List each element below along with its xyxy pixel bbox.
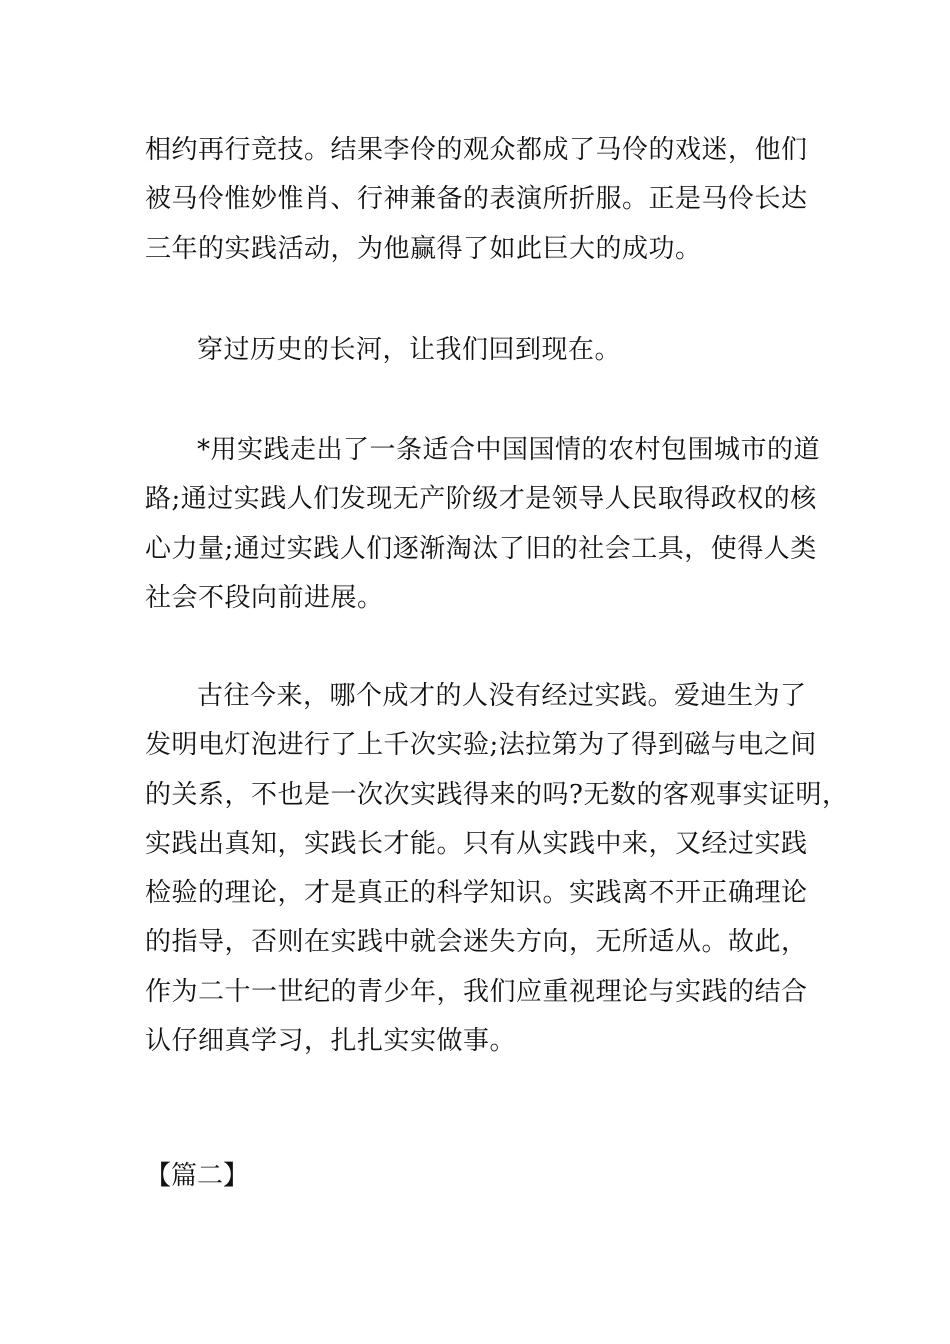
section-heading: 【篇二】 — [145, 1161, 250, 1191]
paragraph-ma-ling-story — [145, 126, 810, 274]
text-line: 三年的实践活动，为他赢得了如此巨大的成功。 — [145, 233, 702, 264]
text-line: 认仔细真学习，扎扎实实做事。 — [145, 1026, 517, 1057]
text-line: 穿过历史的长河，让我们回到现在。 — [197, 335, 622, 365]
text-line: 社会不段向前进展。 — [145, 582, 384, 613]
text-line: 的关系，不也是一次次实践得来的吗?无数的客观事实证明， — [145, 779, 849, 810]
paragraph-practice-history — [145, 426, 821, 623]
text-line: 被马伶惟妙惟肖、行神兼备的表演所折服。正是马伶长达 — [145, 184, 808, 215]
text-line: 相约再行竞技。结果李伶的观众都成了马伶的戏迷，他们 — [145, 135, 808, 165]
text-line: *用实践走出了一条适合中国国情的农村包围城市的道 — [197, 435, 821, 465]
text-line: 实践出真知，实践长才能。只有从实践中来，又经过实践 — [145, 828, 808, 859]
text-line: 发明电灯泡进行了上千次实验;法拉第为了得到磁与电之间 — [145, 730, 817, 761]
paragraph-transition — [145, 326, 810, 375]
text-line: 古往今来，哪个成才的人没有经过实践。爱迪生为了 — [197, 681, 807, 711]
text-line: 心力量;通过实践人们逐渐淘汰了旧的社会工具，使得人类 — [145, 533, 817, 564]
paragraph-conclusion — [145, 672, 849, 1066]
text-line: 作为二十一世纪的青少年，我们应重视理论与实践的结合 — [145, 976, 808, 1007]
text-line: 检验的理论，才是真正的科学知识。实践离不开正确理论 — [145, 878, 808, 909]
text-line: 路;通过实践人们发现无产阶级才是领导人民取得政权的核 — [145, 484, 817, 515]
text-line: 的指导，否则在实践中就会迷失方向，无所适从。故此， — [145, 927, 808, 958]
